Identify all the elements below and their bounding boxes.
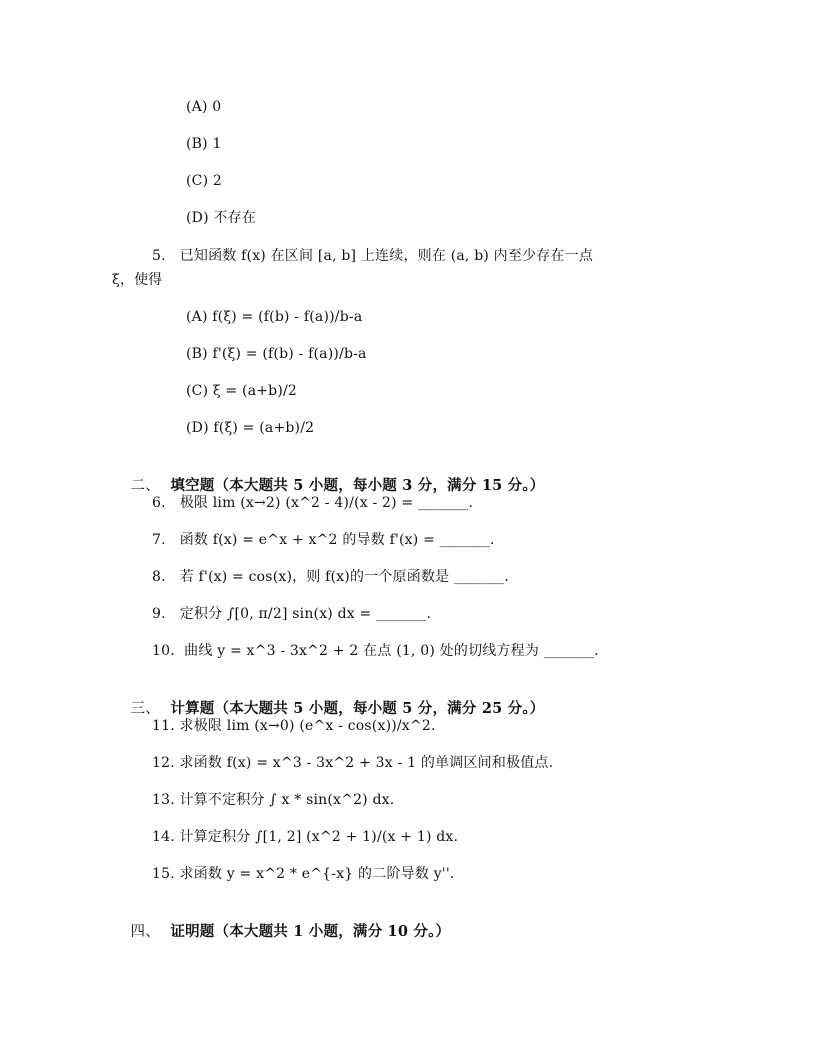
q4-option-b: (B) 1 — [186, 136, 222, 152]
section-4-number: 四、 — [130, 924, 160, 940]
q5-stem-line1: 5. 已知函数 f(x) 在区间 [a, b] 上连续，则在 (a, b) 内至少存在一点 — [152, 248, 594, 264]
q5-option-a: (A) f(ξ) = (f(b) - f(a))/b-a — [186, 309, 363, 325]
question-7: 7. 函数 f(x) = e^x + x^2 的导数 f'(x) = _______. — [152, 532, 495, 548]
section-3-heading — [120, 679, 545, 719]
section-3-number: 三、 — [130, 701, 160, 717]
question-15: 15. 求函数 y = x^2 * e^{-x} 的二阶导数 y''. — [152, 866, 455, 882]
q5-option-d: (D) f(ξ) = (a+b)/2 — [186, 420, 315, 436]
section-2-number: 二、 — [130, 478, 160, 494]
question-12: 12. 求函数 f(x) = x^3 - 3x^2 + 3x - 1 的单调区间和极值点. — [152, 755, 554, 771]
question-13: 13. 计算不定积分 ∫ x * sin(x^2) dx. — [152, 792, 395, 808]
q4-option-c: (C) 2 — [186, 173, 222, 189]
q4-option-d: (D) 不存在 — [186, 210, 256, 226]
q5-option-c: (C) ξ = (a+b)/2 — [186, 383, 298, 399]
q5-stem-line2: ξ，使得 — [112, 272, 163, 288]
section-4-heading — [120, 902, 450, 942]
section-2-heading — [120, 456, 545, 496]
section-2-title: 填空题（本大题共 5 小题，每小题 3 分，满分 15 分。） — [170, 477, 545, 494]
question-11: 11. 求极限 lim (x→0) (e^x - cos(x))/x^2. — [152, 718, 436, 734]
question-14: 14. 计算定积分 ∫[1, 2] (x^2 + 1)/(x + 1) dx. — [152, 829, 459, 845]
q4-option-a: (A) 0 — [186, 99, 222, 115]
question-9: 9. 定积分 ∫[0, π/2] sin(x) dx = _______. — [152, 606, 432, 622]
section-3-title: 计算题（本大题共 5 小题，每小题 5 分，满分 25 分。） — [170, 700, 545, 717]
question-10: 10. 曲线 y = x^3 - 3x^2 + 2 在点 (1, 0) 处的切线方程为 _______. — [152, 643, 599, 659]
question-8: 8. 若 f'(x) = cos(x)，则 f(x)的一个原函数是 _______. — [152, 569, 510, 585]
question-6: 6. 极限 lim (x→2) (x^2 - 4)/(x - 2) = _______. — [152, 495, 474, 511]
section-4-title: 证明题（本大题共 1 小题，满分 10 分。） — [170, 923, 451, 940]
q5-option-b: (B) f'(ξ) = (f(b) - f(a))/b-a — [186, 346, 367, 362]
